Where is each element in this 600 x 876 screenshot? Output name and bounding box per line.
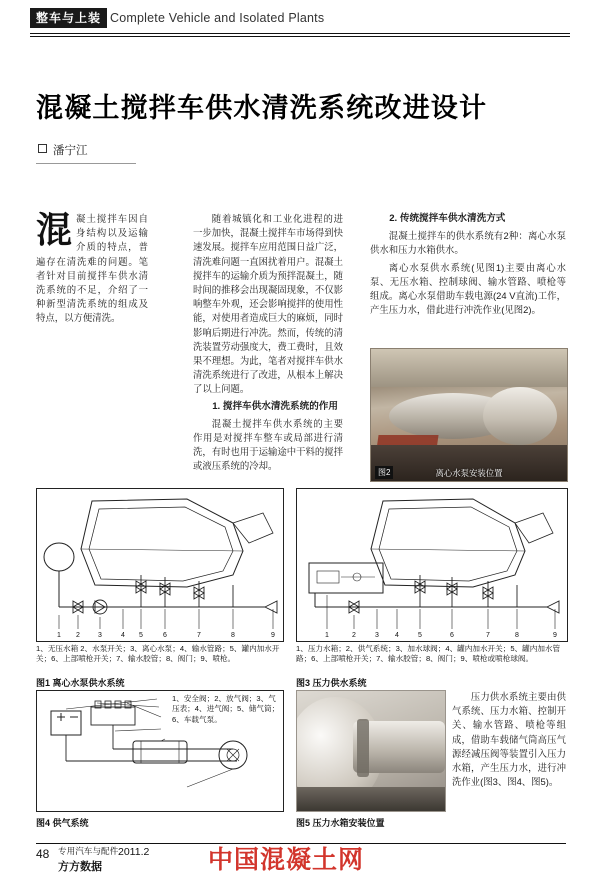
svg-text:8: 8 — [515, 632, 519, 639]
figure-5-photo — [296, 690, 446, 812]
figure-2-badge: 图2 — [375, 466, 393, 479]
column-body-right — [370, 212, 566, 320]
svg-text:5: 5 — [139, 632, 143, 639]
svg-text:1: 1 — [57, 632, 61, 639]
footer-journal-name: 专用汽车与配件 — [58, 846, 119, 856]
column-abstract — [36, 209, 148, 326]
figure-4-legend: 1、安全阀；2、放气阀；3、气压表；4、进气阀；5、储气筒；6、车载气泵。 — [172, 694, 280, 724]
svg-text:2: 2 — [352, 632, 356, 639]
photo-drum — [483, 387, 557, 445]
header-english-title: Complete Vehicle and Isolated Plants — [110, 11, 325, 25]
svg-text:5: 5 — [418, 632, 422, 639]
footer-issue-date: 2011.2 — [118, 846, 150, 858]
svg-text:3: 3 — [375, 632, 379, 639]
header-rule-thin — [30, 36, 570, 37]
svg-text:3: 3 — [98, 632, 102, 639]
svg-text:9: 9 — [271, 632, 275, 639]
drop-cap: 混 — [36, 209, 73, 250]
author-name: 潘宁江 — [53, 145, 88, 157]
section-2-paragraph-2: 离心水泵供水系统(见图1)主要由离心水泵、无压水箱、控制球阀、输水管路、喷枪等组成。离心水泵借助车载电源(24 V直流)工作，产生压力水，借此进行冲洗作业(见图2)。 — [370, 261, 566, 316]
figure-4-label: 图4 供气系统 — [36, 818, 89, 828]
article-author — [38, 142, 88, 158]
svg-text:4: 4 — [121, 632, 125, 639]
svg-text:7: 7 — [197, 632, 201, 639]
photo5-shadow — [297, 787, 445, 811]
figure-3-legend: 1、压力水箱；2、供气系统；3、加水球阀；4、罐内加水开关；5、罐内加水管路；6、上部喷枪开关；7、输水胶管；8、阀门；9、喷枪或喷枪球阀。 — [296, 644, 561, 664]
bullet-square-icon — [38, 144, 47, 153]
figure-5-label: 图5 压力水箱安装位置 — [296, 818, 385, 828]
svg-text:9: 9 — [553, 632, 557, 639]
svg-text:2: 2 — [76, 632, 80, 639]
section-1-paragraph: 混凝土搅拌车供水系统的主要作用是对搅拌车整车或局部进行清洗，有时也用于运输途中干料的搅拌或液压系统的冷却。 — [193, 417, 344, 472]
svg-text:8: 8 — [231, 632, 235, 639]
figure-2-photo — [370, 348, 568, 482]
right-side-paragraph-block — [452, 690, 566, 789]
svg-text:6: 6 — [163, 632, 167, 639]
section-heading-1: 1. 搅拌车供水清洗系统的作用 — [212, 400, 338, 412]
right-side-paragraph: 压力供水系统主要由供气系统、压力水箱、控制开关、输水管路、喷枪等组成，借助车载储气筒高压气源经减压阀等装置引入压力水箱，产生压力水，进行冲洗作业(图3、图4、图5)。 — [452, 691, 566, 788]
page-number: 48 — [36, 847, 50, 861]
header-rule-thick — [30, 33, 570, 34]
header-section-tag: 整车与上装 — [30, 8, 107, 28]
page-title: 混凝土搅拌车供水清洗系统改进设计 — [36, 93, 488, 123]
figure-3-label: 图3 压力供水系统 — [296, 678, 367, 688]
figure-1-schematic — [36, 488, 284, 642]
intro-paragraph: 随着城镇化和工业化进程的进一步加快，混凝土搅拌车市场得到快速发展。搅拌车应用范围日益广泛，清洗难问题一直困扰着用户。混凝土搅拌车的运输介质为预拌混凝土，随时间的推移会出现凝固现象，不仅影响整车外观，还会影响搅拌的使用性能，对使用者造成巨大的麻烦，同时影响后期进行冲洗。然而，传统的清洗装置劳动强度大，费工费时，且效果不理想。为此，笔者对搅拌车供水清洗系统进行了改进，从根本上解决了以上问题。 — [193, 213, 344, 395]
svg-text:4: 4 — [395, 632, 399, 639]
title-divider — [36, 163, 136, 164]
photo-background — [371, 349, 567, 387]
svg-text:7: 7 — [486, 632, 490, 639]
figure-3-schematic — [296, 488, 568, 642]
photo5-ring — [357, 719, 369, 777]
page-header — [30, 8, 570, 38]
footer-database-name: 方方数据 — [58, 861, 102, 873]
section-2-paragraph-1: 混凝土搅拌车的供水系统有2种：离心水泵供水和压力水箱供水。 — [370, 230, 566, 256]
svg-text:1: 1 — [325, 632, 329, 639]
section-heading-2: 2. 传统搅拌车供水清洗方式 — [389, 213, 506, 224]
figure-1-label: 图1 离心水泵供水系统 — [36, 678, 125, 688]
watermark-text: 中国混凝土网 — [208, 846, 365, 874]
svg-text:6: 6 — [450, 632, 454, 639]
column-body-left — [193, 212, 343, 477]
abstract-text: 凝土搅拌车因自身结构以及运输介质的特点，普遍存在清洗难的问题。笔者针对目前搅拌车供水清洗系统的不足，介绍了一种新型清洗系统的组成及特点，以方便清洗。 — [36, 213, 148, 324]
figure-2-caption: 离心水泵安装位置 — [435, 468, 503, 478]
figure-1-legend: 1、无压水箱 2、水泵开关；3、离心水泵；4、输水管路；5、罐内加水开关；6、上部喷枪开关；7、输水胶管；8、阀门；9、喷枪。 — [36, 644, 280, 664]
